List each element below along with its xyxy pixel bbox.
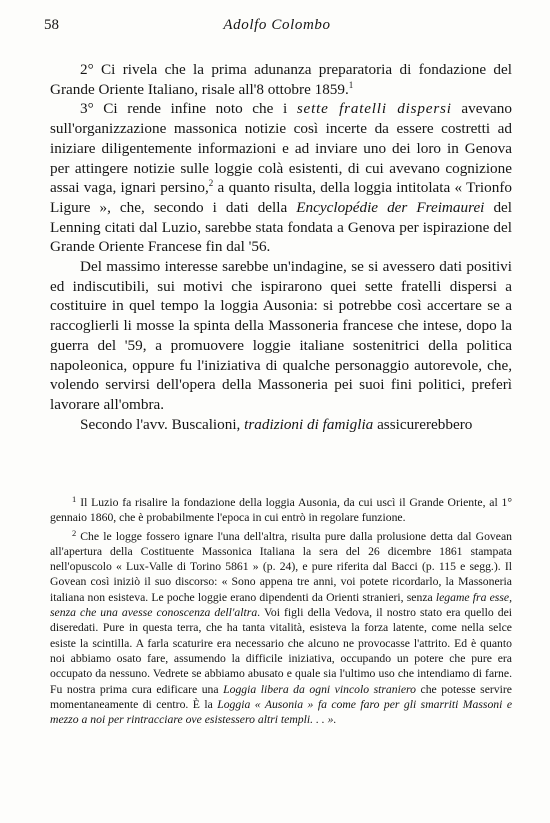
page-number: 58 xyxy=(44,17,59,33)
italic-phrase: tradizioni di famiglia xyxy=(244,415,374,433)
footnote-2 xyxy=(50,526,512,728)
running-head: Adolfo Colombo xyxy=(223,17,331,33)
footnote-text: che potesse servire momentaneamente di centro. È la xyxy=(50,682,512,711)
footnote-ref: 1 xyxy=(348,79,354,90)
text-run: Secondo l'avv. Buscalioni, xyxy=(80,415,245,433)
paragraph-interest xyxy=(50,257,512,415)
text-run: Del massimo interesse sarebbe un'indagine, se si avessero dati positivi ed indiscutibili, sui motivi che ispirarono quei sette fratelli dispersi a costituire in quel tempo la loggia Ausonia: si potrebbe così accertare se a raccoglierli li mosse la spinta della Massoneria francese che intese, dopo la guerra del '59, a promuovere loggie italiane sostenitrici della politica napoleonica, oppure fu l'iniziativa di qualche personaggio autorevole, che, volendo servirsi dell'opera della Massoneria pei suoi fini politici, preferì lavorare all'ombra. xyxy=(50,258,512,413)
text-run: 3° Ci rende infine noto che i xyxy=(80,100,297,118)
main-text xyxy=(50,60,512,434)
footnote-mark: 1 xyxy=(72,494,77,504)
footnote-text: Che le logge fossero ignare l'una dell'altra, risulta pure dalla prolusione detta dal Govean all'apertura della Costituente Massonica Italiana la sera del 26 dicembre 1861 stampata nell'opuscolo « Lux-Valle di Torino 5861 » (p. 24), e pure riferita dal Bacci (p. 115 e segg.). Il Govean così iniziò il suo discorso: « Sono appena tre anni, voi potete ricordarlo, la Massoneria italiana non esisteva. Le poche loggie erano dipendenti da Orienti stranieri, senza xyxy=(50,529,512,604)
footnote-mark: 2 xyxy=(72,527,77,538)
italic-phrase: Loggia libera da ogni vincolo straniero xyxy=(223,682,417,696)
text-run: 2° Ci rivela che la prima adunanza preparatoria di fondazione del Grande Oriente Italiano, risale all'8 ottobre 1859. xyxy=(50,61,512,98)
italic-phrase: legame fra esse, senza che una avesse conoscenza dell'altra xyxy=(50,590,512,620)
italic-phrase: sette fratelli dispersi xyxy=(296,100,452,118)
text-run: del Lenning citati dal Luzio, sarebbe stata fondata a Genova per ispirazione del Grande Oriente Francese fin dal '56. xyxy=(50,198,512,256)
italic-title: Encyclopédie der Freimaurei xyxy=(296,198,485,216)
paragraph-buscalioni xyxy=(50,415,512,435)
paragraph-2nd-point xyxy=(50,60,512,99)
page-header xyxy=(34,17,520,39)
text-run: assicurerebbero xyxy=(373,415,473,433)
footnote-1 xyxy=(50,492,512,526)
footnote-text: Il Luzio fa risalire la fondazione della loggia Ausonia, da cui uscì il Grande Oriente, al 1° gennaio 1860, che è probabilmente l'epoca in cui entrò in regolare funzione. xyxy=(50,496,512,525)
italic-phrase: Loggia « Ausonia » fa come faro per gli smarriti Massoni e mezzo a noi per rintracciare ove esistessero altri templi. . . ». xyxy=(50,697,513,727)
footnote-text: . Voi figli della Vedova, il nostro stato era quello dei diseredati. Pure in questa terra, che ha tanta vitalità, esisteva la forza latente, come nella selce esiste la scintilla. A farla scaturire era necessario che alcuno ne provocasse l'attrito. Ed è quanto noi abbiamo osato fare, assumendo la difficile iniziativa, occupando un potere che pure era occupato da nessuno. Vedrete se abbiamo abusato e quale sia l'ultimo uso che intendiamo di farne. Fu nostra prima cura edificare una xyxy=(50,606,513,696)
paragraph-3rd-point xyxy=(50,99,512,257)
footnotes xyxy=(50,492,512,727)
text-run: a quanto risulta, della loggia intitolata « Trionfo Ligure », che, secondo i dati della xyxy=(50,179,512,216)
text-run: avevano sull'organizzazione massonica notizie così incerte da essere costretti ad iniziare diligentemente informazioni e ad inviare uno dei loro in Genova per attingere notizie sulle loggie colà esistenti, di cui avevano cognizione assai vaga, ignari persino, xyxy=(50,100,512,197)
footnote-ref: 2 xyxy=(208,178,214,189)
